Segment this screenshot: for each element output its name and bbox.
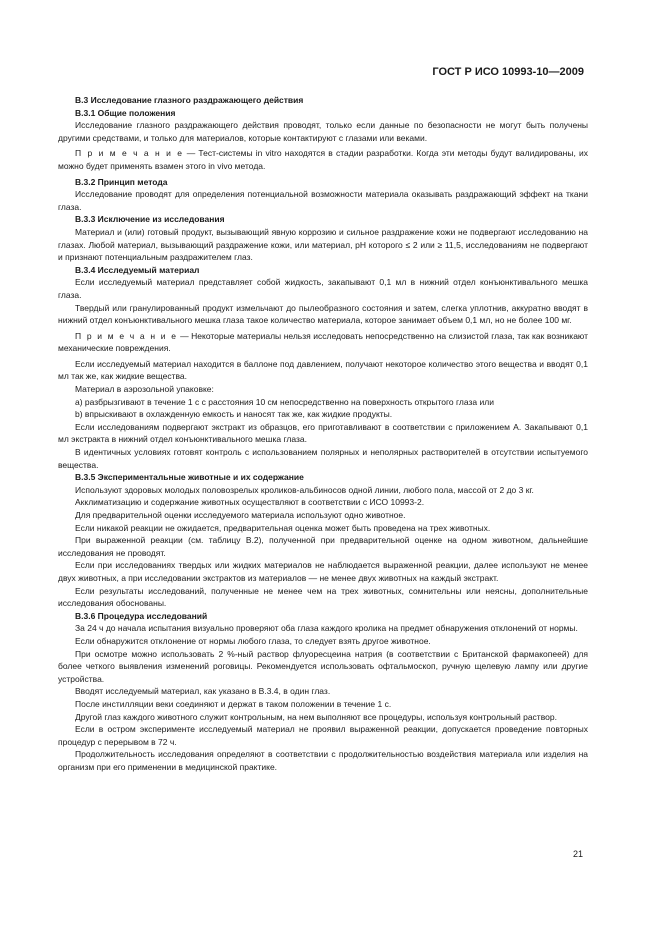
paragraph: Исследование проводят для определения потенциальной возможности материала оказывать раздражающий эффект на ткани глаза. — [58, 189, 588, 212]
list-item: а) разбрызгивают в течение 1 с с расстояния 10 см непосредственно на поверхность открытого глаза или — [75, 396, 494, 407]
note-label: П р и м е ч а н и е — [75, 330, 178, 341]
section-b32-heading: В.3.2 Принцип метода — [75, 176, 168, 187]
section-b36-heading: В.3.6 Процедура исследований — [75, 610, 208, 621]
paragraph: Материал и (или) готовый продукт, вызывающий явную коррозию и сильное раздражение кожи не подвергают исследованию на глазах. Любой материал, вызывающий раздражение кожи, или материал, pH которого ≤ 2 или ≥ 11,5, исследованиям не подвергают и признают потенциальным раздражителем глаз. — [58, 226, 588, 263]
paragraph: Акклиматизацию и содержание животных осуществляют в соответствии с ИСО 10993-2. — [75, 497, 425, 508]
document-header: ГОСТ Р ИСО 10993-10—2009 — [432, 66, 584, 78]
note-text: — Некоторые материалы нельзя исследовать непосредственно на слизистой глаза, так как возникают механические повреждения. — [58, 330, 589, 354]
paragraph: Если исследованиям подвергают экстракт из образцов, его приготавливают в соответствии с приложением А. Закапывают 0,1 мл экстракта в нижний отдел конъюнктивального мешка глаза. — [58, 421, 588, 445]
list-item: b) впрыскивают в охлажденную емкость и наносят так же, как жидкие продукты. — [75, 409, 393, 420]
document-body — [58, 93, 588, 773]
paragraph: Если при исследованиях твердых или жидких материалов не наблюдается выраженной реакции, далее используют не менее двух животных, а при исследовании экстрактов из материалов — не менее двух животных на каждый экстракт. — [58, 560, 588, 583]
paragraph: Твердый или гранулированный продукт измельчают до пылеобразного состояния и затем, слегка уплотнив, аккуратно вводят в нижний отдел конъюнктивального мешка глаза такое количество материала, которое занимает объем 0,1 мл, но не более 100 мг. — [58, 302, 588, 326]
paragraph: В идентичных условиях готовят контроль с использованием полярных и неполярных растворителей в отсутствии испытуемого вещества. — [58, 447, 588, 470]
paragraph: Исследование глазного раздражающего действия проводят, только если данные по безопасности не могут быть получены другими средствами, и только для материалов, которые контактируют с глазами или веками. — [58, 120, 588, 143]
paragraph: Если никакой реакции не ожидается, предварительная оценка может быть проведена на трех животных. — [75, 522, 491, 533]
section-b35-heading: В.3.5 Экспериментальные животные и их содержание — [75, 472, 304, 483]
paragraph: Если исследуемый материал представляет собой жидкость, закапывают 0,1 мл в нижний отдел конъюнктивального мешка глаза. — [58, 277, 588, 300]
paragraph: Если обнаружится отклонение от нормы любого глаза, то следует взять другое животное. — [75, 635, 431, 646]
paragraph: Вводят исследуемый материал, как указано в В.3.4, в один глаз. — [75, 686, 331, 697]
paragraph: Для предварительной оценки исследуемого материала используют одно животное. — [75, 510, 406, 520]
paragraph: За 24 ч до начала испытания визуально проверяют оба глаза каждого кролика на предмет обнаружения отклонений от нормы. — [75, 623, 578, 634]
note-text: — Тест-системы in vitro находятся в стадии разработки. Когда эти методы будут валидированы, их можно будет применять взамен этого in vivo метода. — [58, 148, 589, 171]
paragraph: Если исследуемый материал находится в баллоне под давлением, получают некоторое количество этого вещества и вводят 0,1 мл так же, как жидкие вещества. — [58, 358, 588, 382]
paragraph: Материал в аэрозольной упаковке: — [75, 384, 214, 395]
paragraph: После инстилляции веки соединяют и держат в таком положении в течение 1 с. — [75, 698, 392, 709]
note — [58, 147, 588, 172]
section-b31-heading: В.3.1 Общие положения — [75, 107, 176, 118]
section-b33-heading: В.3.3 Исключение из исследования — [75, 214, 225, 225]
paragraph: При осмотре можно использовать 2 %-ный раствор флуоресцеина натрия (в соответствии с Британской фармакопеей) для более четкого выявления изменений роговицы. Рекомендуется использовать офтальмоскоп, ручную щелевую лампу или другие устройства. — [58, 648, 588, 684]
note — [58, 330, 588, 355]
page-number: 21 — [573, 849, 584, 859]
paragraph: Другой глаз каждого животного служит контрольным, на нем выполняют все процедуры, используя контрольный раствор. — [75, 711, 557, 722]
paragraph: Если результаты исследований, полученные не менее чем на трех животных, сомнительны или неясны, дополнительные исследования обоснованы. — [58, 585, 588, 609]
section-b34-heading: В.3.4 Исследуемый материал — [75, 264, 200, 275]
note-label: П р и м е ч а н и е — [75, 148, 184, 159]
paragraph: При выраженной реакции (см. таблицу В.2), полученной при предварительной оценке на одном животном, дальнейшие исследования не проводят. — [58, 535, 588, 558]
paragraph: Используют здоровых молодых половозрелых кроликов-альбиносов одной линии, любого пола, массой от 2 до 3 кг. — [75, 484, 534, 495]
paragraph: Продолжительность исследования определяют в соответствии с продолжительностью воздействия материала или изделия на организм при его применении в медицинской практике. — [58, 749, 588, 772]
paragraph: Если в остром эксперименте исследуемый материал не проявил выраженной реакции, допускается проведение повторных процедур с перерывом в 72 ч. — [58, 724, 588, 747]
section-b3-heading: В.3 Исследование глазного раздражающего действия — [75, 95, 304, 105]
